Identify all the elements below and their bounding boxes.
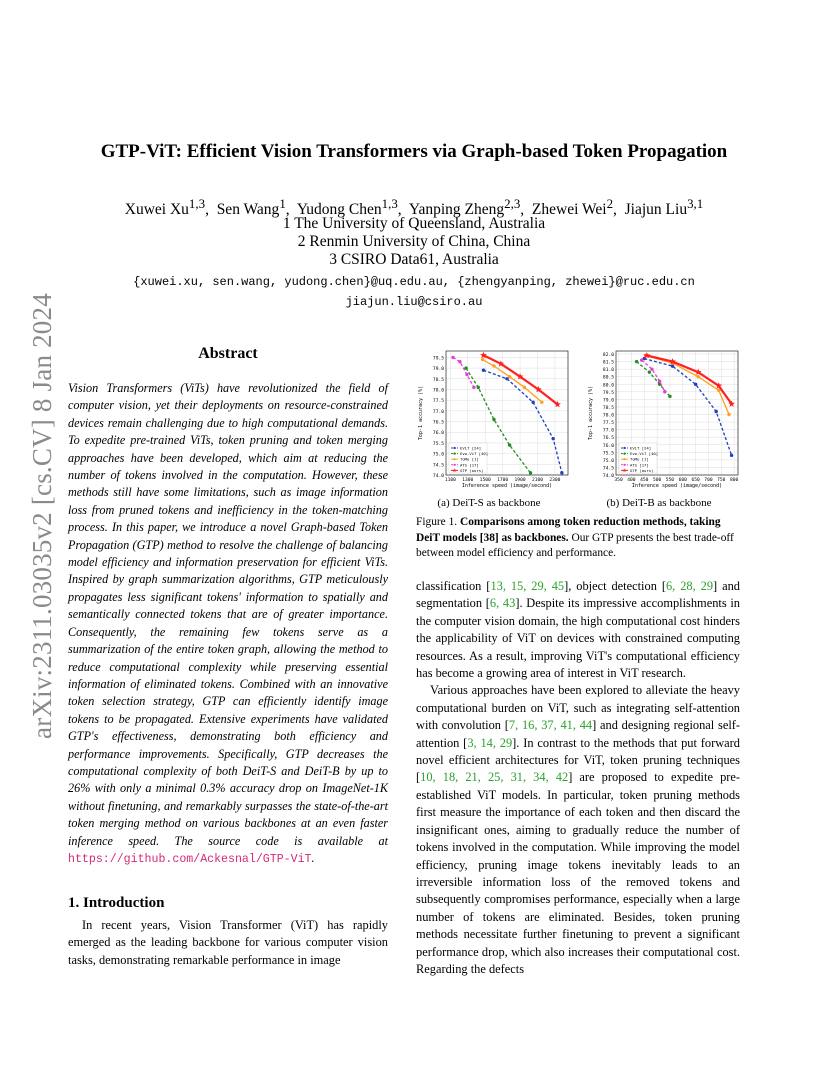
data-point bbox=[508, 443, 511, 446]
y-tick-label: 76.5 bbox=[602, 436, 614, 442]
data-point bbox=[560, 471, 563, 474]
arxiv-stamp: arXiv:2311.03035v2 [cs.CV] 8 Jan 2024 bbox=[27, 293, 57, 739]
data-point bbox=[648, 370, 651, 373]
data-point bbox=[481, 358, 484, 361]
series-line bbox=[453, 357, 474, 387]
legend-marker bbox=[623, 453, 625, 455]
chart-deit-b bbox=[574, 345, 744, 495]
legend-label: Evo-ViT [40] bbox=[460, 451, 489, 457]
abstract-body: Vision Transformers (ViTs) have revolutionized the field of computer vision, yet their deployments on resource-constrained devices remain challenging due to high computational demands. To expedite pre-trained ViTs, token pruning and token merging approaches have been developed, which aim at reducing the number of tokens involved in the computation. However, these methods still have some limitations, such as image information loss from pruned tokens and inefficiency in the token-matching process. In this paper, we introduce a novel Graph-based Token Propagation (GTP) method to resolve the challenge of balancing model efficiency and information preservation for efficient ViTs. Inspired by graph summarization algorithms, GTP meticulously propagates less significant tokens' information to spatially and semantically connected tokens that are of greater importance. Consequently, the remaining few tokens serve as a summarization of the entire token graph, allowing the method to reduce computational complexity while preserving essential information of eliminated tokens. Combined with an innovative token selection strategy, GTP can efficiently identify image tokens to be propagated. Extensive experiments have validated GTP's effectiveness, demonstrating both efficiency and performance improvements. Specifically, GTP decreases the computational complexity of both DeiT-S and DeiT-B by up to 26% with only a minimal 0.3% accuracy drop on ImageNet-1K without finetuning, and remarkably surpasses the state-of-the-art token merging method on various backbones at an even faster inference speed. The source code is available at https://github.com/Ackesnal/GTP-ViT. bbox=[68, 381, 388, 866]
y-tick-label: 79.0 bbox=[602, 398, 614, 404]
x-tick-label: 800 bbox=[729, 478, 739, 483]
x-tick-label: 1700 bbox=[497, 478, 509, 483]
paragraph-1: classification [13, 15, 29, 45], object detection [6, 28, 29] and segmentation [6, 43]. Despite its impressive accomplishments in the computer vision domain, the high computational cost hinders the applicability of ViT on devices with constrained computing resources. As a result, improving ViT's computational efficiency has become a growing area of interest in ViT research. bbox=[416, 579, 740, 681]
data-point bbox=[492, 418, 495, 421]
data-point bbox=[694, 383, 697, 386]
x-tick-label: 600 bbox=[678, 478, 687, 483]
legend-marker bbox=[623, 464, 625, 466]
data-point bbox=[472, 386, 475, 389]
legend-label: GTP (ours) bbox=[460, 467, 484, 473]
y-tick-label: 78.0 bbox=[432, 388, 444, 394]
series-line bbox=[483, 360, 542, 403]
legend-label: GTP (ours) bbox=[630, 467, 654, 473]
data-point bbox=[451, 356, 454, 359]
data-point bbox=[714, 410, 717, 413]
y-tick-label: 79.5 bbox=[602, 390, 614, 396]
x-axis-label: Inference speed (image/second) bbox=[631, 483, 723, 489]
caption-label: Figure 1. bbox=[416, 516, 458, 528]
data-point bbox=[465, 373, 468, 376]
y-tick-label: 74.0 bbox=[432, 474, 444, 479]
x-tick-label: 1500 bbox=[479, 478, 491, 483]
data-point bbox=[696, 375, 699, 378]
data-point bbox=[671, 364, 674, 367]
citation[interactable]: 6, 28, 29 bbox=[665, 579, 714, 593]
legend-label: ToMe [1] bbox=[630, 456, 649, 462]
data-point bbox=[523, 386, 526, 389]
intro-paragraph: In recent years, Vision Transformer (ViT) has rapidly emerged as the leading backbone for various computer vision tasks, demonstrating remarkable performance in image bbox=[68, 918, 388, 967]
data-point bbox=[640, 358, 643, 361]
x-tick-label: 550 bbox=[665, 478, 675, 483]
caption-bold: Comparisons among token reduction methods, taking DeiT models [38] as backbones. bbox=[416, 516, 721, 544]
y-tick-label: 80.5 bbox=[602, 375, 614, 381]
section-heading-introduction: 1. Introduction bbox=[68, 895, 165, 911]
y-tick-label: 79.0 bbox=[432, 367, 444, 373]
legend-marker bbox=[453, 453, 455, 455]
x-tick-label: 1100 bbox=[444, 478, 456, 483]
y-tick-label: 79.5 bbox=[432, 356, 444, 362]
data-point bbox=[540, 401, 543, 404]
abstract-heading: Abstract bbox=[198, 345, 258, 362]
x-tick-label: 350 bbox=[614, 478, 623, 483]
y-tick-label: 77.5 bbox=[432, 399, 444, 405]
data-point bbox=[477, 386, 480, 389]
x-tick-label: 2300 bbox=[549, 478, 561, 483]
y-tick-label: 77.5 bbox=[602, 421, 614, 427]
citation[interactable]: 7, 16, 37, 41, 44 bbox=[508, 718, 593, 733]
y-tick-label: 75.5 bbox=[432, 441, 444, 447]
affiliation-1: 1 The University of Queensland, Australia bbox=[282, 215, 546, 232]
author-list: Xuwei Xu$^{1,3}$, Sen Wang$^1$, Yudong Chen$^{1,3}$, Yanping Zheng$^{2,3}$, Zhewei Wei$^2$, Jiajun Liu$^{3,1}$ bbox=[124, 196, 704, 219]
y-tick-label: 76.0 bbox=[602, 443, 614, 449]
data-point bbox=[482, 369, 485, 372]
data-point bbox=[458, 360, 461, 363]
chart-deit-s bbox=[404, 345, 574, 495]
x-tick-label: 2100 bbox=[531, 478, 544, 483]
paragraph-2: Various approaches have been explored to alleviate the heavy computational burden on ViT, such as integrating self-attention with convolution [7, 16, 37, 41, 44] and designing regional self-attention [3, 14, 29]. In contrast to the methods that put forward novel efficient architectures for ViT, token pruning techniques [10, 18, 21, 25, 31, 34, 42] are proposed to expedite pre-established ViT models. In particular, token pruning methods first measure the importance of each token and then discard the insignificant ones, aiming to gradually reduce the number of tokens involved in the computation. While improving the model efficiency, pruning image tokens inevitably leads to an irreversible information loss of the removed tokens and subsequently compromises performance, especially when a large number of tokens are eliminated. Besides, token pruning methods necessitate further finetuning to prevent a significant performance drop, which also increases their computational cost. Regarding the defects bbox=[416, 683, 741, 976]
legend-label: EViT [24] bbox=[460, 445, 482, 451]
x-tick-label: 1300 bbox=[462, 478, 474, 483]
figure-1 bbox=[404, 345, 744, 513]
y-tick-label: 82.0 bbox=[602, 353, 614, 359]
x-tick-label: 700 bbox=[704, 478, 713, 483]
y-tick-label: 81.0 bbox=[602, 368, 614, 374]
y-tick-label: 78.5 bbox=[432, 377, 444, 383]
x-tick-label: 400 bbox=[627, 478, 636, 483]
y-axis-label: Top-1 accuracy (%) bbox=[418, 385, 424, 441]
data-point bbox=[531, 401, 534, 404]
email-line-2: jiajun.liu@csiro.au bbox=[345, 295, 483, 309]
legend-label: EViT [24] bbox=[630, 445, 652, 451]
y-tick-label: 81.5 bbox=[602, 360, 614, 366]
data-point bbox=[529, 471, 532, 474]
email-line-1: {xuwei.xu, sen.wang, yudong.chen}@uq.edu.au, {zhengyanping, zhewei}@ruc.edu.cn bbox=[133, 275, 695, 289]
right-column-text bbox=[416, 578, 740, 978]
x-tick-label: 750 bbox=[717, 478, 726, 483]
data-point bbox=[635, 360, 638, 363]
affiliation-2: 2 Renmin University of China, China bbox=[297, 233, 531, 250]
legend-label: ToMe [1] bbox=[460, 456, 479, 462]
legend-marker bbox=[453, 458, 455, 460]
y-tick-label: 78.0 bbox=[602, 413, 614, 419]
data-point bbox=[727, 413, 730, 416]
data-point bbox=[464, 366, 467, 369]
y-tick-label: 75.0 bbox=[602, 458, 614, 464]
x-axis-label: Inference speed (image/second) bbox=[461, 483, 553, 489]
data-point bbox=[551, 437, 554, 440]
citation[interactable]: 6, 43 bbox=[489, 596, 516, 611]
data-point bbox=[505, 377, 508, 380]
y-axis-label: Top-1 accuracy (%) bbox=[588, 385, 594, 441]
y-tick-label: 75.0 bbox=[432, 452, 444, 458]
legend-marker bbox=[623, 447, 625, 449]
y-tick-label: 76.0 bbox=[432, 431, 444, 437]
data-point bbox=[663, 390, 666, 393]
data-point bbox=[668, 395, 671, 398]
citation[interactable]: 10, 18, 21, 25, 31, 34, 42 bbox=[420, 770, 569, 785]
y-tick-label: 75.5 bbox=[602, 451, 614, 457]
legend-label: ATS [17] bbox=[630, 462, 649, 468]
legend-marker bbox=[623, 458, 625, 460]
figure-caption bbox=[416, 515, 740, 562]
legend-label: ATS [17] bbox=[460, 462, 479, 468]
y-tick-label: 77.0 bbox=[432, 409, 444, 415]
subcaption-a: (a) DeiT-S as backbone bbox=[437, 497, 541, 509]
data-point bbox=[650, 367, 653, 370]
subcaption-b: (b) DeiT-B as backbone bbox=[606, 497, 712, 509]
data-point bbox=[730, 454, 733, 457]
x-tick-label: 650 bbox=[691, 478, 700, 483]
x-tick-label: 500 bbox=[652, 478, 662, 483]
citation[interactable]: 3, 14, 29 bbox=[467, 735, 513, 750]
data-point bbox=[508, 375, 511, 378]
caption-rest: Our GTP presents the best trade-off between model efficiency and performance. bbox=[416, 531, 734, 560]
y-tick-label: 78.5 bbox=[602, 405, 614, 411]
legend-marker bbox=[453, 464, 455, 466]
y-tick-label: 74.5 bbox=[602, 466, 614, 472]
affiliation-3: 3 CSIRO Data61, Australia bbox=[329, 251, 499, 268]
citation[interactable]: 13, 15, 29, 45 bbox=[490, 579, 565, 593]
data-point bbox=[492, 364, 495, 367]
y-tick-label: 74.5 bbox=[432, 463, 444, 469]
data-point bbox=[658, 380, 661, 383]
y-tick-label: 74.0 bbox=[602, 474, 614, 479]
legend-label: Evo-ViT [40] bbox=[630, 451, 659, 457]
abstract-text: Vision Transformers (ViTs) have revolutionized the field of computer vision, yet their deployments on resource-constrained devices remain challenging due to high computational demands. To expedite pre-trained ViTs, token pruning and token merging approaches have been developed, which aim at reducing the number of tokens involved in the computation. However, these methods still have some limitations, such as image information loss from pruned tokens and inefficiency in the token-matching process. In this paper, we introduce a novel Graph-based Token Propagation (GTP) method to resolve the challenge of balancing model efficiency and information preservation for efficient ViTs. Inspired by graph summarization algorithms, GTP meticulously propagates less significant tokens' information to spatially and semantically connected tokens that are of greater importance. Consequently, the remaining few tokens serve as a summarization of the entire token graph, allowing the method to reduce computational complexity while preserving essential information of eliminated tokens. Combined with an innovative token selection strategy, GTP can efficiently identify image tokens to be propagated. Extensive experiments have validated GTP's effectiveness, demonstrating both efficiency and performance improvements. Specifically, GTP decreases the computational complexity of both DeiT-S and DeiT-B by up to 26% with only a minimal 0.3% accuracy drop on ImageNet-1K without finetuning, and remarkably surpasses the state-of-the-art token merging method on various backbones at an even faster inference speed. The source code is available at bbox=[68, 381, 388, 848]
x-tick-label: 1900 bbox=[514, 478, 526, 483]
paper-title: GTP-ViT: Efficient Vision Transformers via Graph-based Token Propagation bbox=[100, 141, 728, 162]
code-link[interactable]: https://github.com/Ackesnal/GTP-ViT bbox=[68, 852, 312, 866]
y-tick-label: 80.0 bbox=[602, 383, 614, 389]
legend-marker bbox=[453, 447, 455, 449]
series-line bbox=[484, 355, 558, 404]
y-tick-label: 77.0 bbox=[602, 428, 614, 434]
x-tick-label: 450 bbox=[640, 478, 649, 483]
y-tick-label: 76.5 bbox=[432, 420, 444, 426]
